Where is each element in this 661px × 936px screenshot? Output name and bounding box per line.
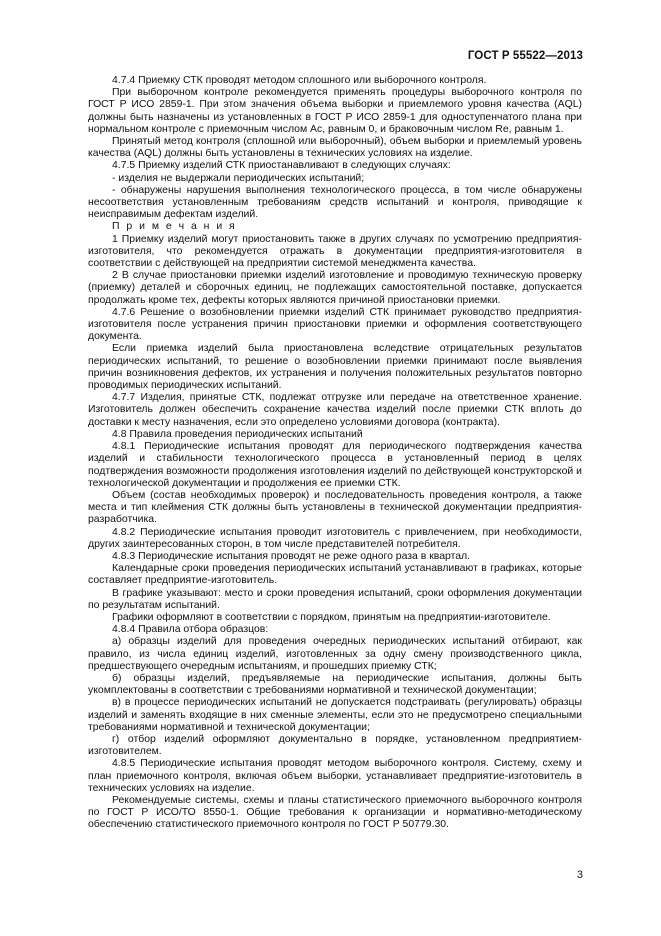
page-number: 3 [576, 869, 583, 881]
list-item-dash-1: - изделия не выдержали периодических испытаний; [112, 172, 365, 184]
paragraph-4-8-5: 4.8.5 Периодические испытания проводят методом выборочного контроля. Систему, схему и план приемочного контроля, включая объем выборки, устанавливает предприятие-изготовитель в технических условиях на изделие. [88, 758, 582, 794]
paragraph-schedule-contents: В графике указывают: место и сроки проведения испытаний, сроки оформления документации по результатам испытаний. [88, 587, 582, 611]
paragraph-control-method: Принятый метод контроля (сплошной или выборочный), объем выборки и приемлемый уровень качества (AQL) должны быть установлены в технических условиях на изделие. [88, 136, 582, 160]
notes-heading: П р и м е ч а н и я [112, 221, 237, 233]
paragraph-4-7-4: 4.7.4 Приемку СТК проводят методом сплошного или выборочного контроля. [112, 75, 487, 86]
note-1: 1 Приемку изделий могут приостановить также в других случаях по усмотрению предприятия-изготовителя, что рекомендуется отражать в документации предприятия-изготовителя в соответствии с действующей на предприятии системой менеджмента качества. [88, 233, 582, 270]
list-item-v: в) в процессе периодических испытаний не допускается подстраивать (регулировать) образцы изделий и заменять входящие в них сменные элементы, если это не предусмотрено специальными требованиями нормативной и технической документации; [88, 697, 582, 733]
paragraph-4-7-7: 4.7.7 Изделия, принятые СТК, подлежат отгрузке или передаче на ответственное хранение. Изготовитель должен обеспечить сохранение качества изделий после приемки СТК вплоть до доставки к месту назначения, если это определено условиями договора (контракта). [88, 392, 582, 428]
document-code-header: ГОСТ Р 55522—2013 [467, 50, 583, 62]
paragraph-4-7-5: 4.7.5 Приемку изделий СТК приостанавливают в следующих случаях: [112, 160, 451, 172]
paragraph-schedule: Календарные сроки проведения периодических испытаний устанавливают в графиках, которые составляет предприятие-изготовитель. [88, 563, 582, 587]
section-heading-4-8: 4.8 Правила проведения периодических испытаний [112, 428, 363, 440]
paragraph-4-8-4: 4.8.4 Правила отбора образцов: [112, 624, 269, 636]
list-item-b: б) образцы изделий, предъявляемые на периодические испытания, должны быть укомплектованы в соответствии с требованиями нормативной и технической документации; [88, 672, 582, 697]
list-item-g: г) отбор изделий оформляют документально в порядке, установленном предприятием-изготовителем. [88, 733, 582, 758]
paragraph-sampling-control: При выборочном контроле рекомендуется применять процедуры выборочного контроля по ГОСТ Р ИСО 2859-1. При этом значения объема выборки и приемлемого уровня качества (AQL) должны быть назначены из установленных в ГОСТ Р ИСО 2859-1 для одноступенчатого плана при нормальном контроле с приемочным числом Ac, равным 0, и браковочным числом Re, равным 1. [88, 87, 582, 135]
list-item-a: а) образцы изделий для проведения очередных периодических испытаний отбирают, как правило, из числа единиц изделий, изготовленных за одну смену производственного цикла, предшествующего очередным испытаниям, и прошедших приемку СТК; [88, 636, 582, 672]
list-item-dash-2: - обнаружены нарушения выполнения технологического процесса, в том числе обнаружены несоответствия установленным требованиям средств испытаний и контроля, приводящие к неисправимым дефектам изделий. [88, 184, 582, 221]
document-body [88, 75, 582, 832]
paragraph-4-8-2: 4.8.2 Периодические испытания проводит изготовитель с привлечением, при необходимости, других заинтересованных сторон, в том числе представителей потребителя. [88, 526, 582, 550]
paragraph-scope-of-checks: Объем (состав необходимых проверок) и последовательность проведения контроля, а также места и тип клеймения СТК должны быть установлены в технической документации предприятия-разработчика. [88, 489, 582, 526]
note-2: 2 В случае приостановки приемки изделий изготовление и проводимую техническую проверку (приемку) деталей и сборочных единиц, не подлежащих самостоятельной поставке, допускается продолжать кроме тех, дефекты которых являются причиной приостановки приемки. [88, 270, 582, 306]
paragraph-4-8-1: 4.8.1 Периодические испытания проводят для периодического подтверждения качества изделий и стабильности технологического процесса в установленный период в целях подтверждения возможности продолжения изготовления изделий по действующей конструкторской и технологической документации и продолжения ее приемки СТК. [88, 441, 582, 489]
paragraph-recommended-systems: Рекомендуемые системы, схемы и планы статистического приемочного выборочного контроля по ГОСТ Р ИСО/ТО 8550-1. Общие требования к организации и нормативно-методическому обеспечению статистического приемочного контроля по ГОСТ Р 50779.30. [88, 794, 582, 831]
paragraph-4-8-3: 4.8.3 Периодические испытания проводят не реже одного раза в квартал. [112, 550, 471, 562]
paragraph-resume-after-failure: Если приемка изделий была приостановлена вследствие отрицательных результатов периодических испытаний, то решение о возобновлении приемки принимают после выявления причин возникновения дефектов, их устранения и получения положительных результатов повторно проводимых периодических испытаний. [88, 343, 582, 392]
paragraph-schedule-format: Графики оформляют в соответствии с порядком, принятым на предприятии-изготовителе. [112, 611, 551, 623]
paragraph-4-7-6: 4.7.6 Решение о возобновлении приемки изделий СТК принимает руководство предприятия-изготовителя после устранения причин приостановки приемки и оформления соответствующего документа. [88, 306, 582, 343]
